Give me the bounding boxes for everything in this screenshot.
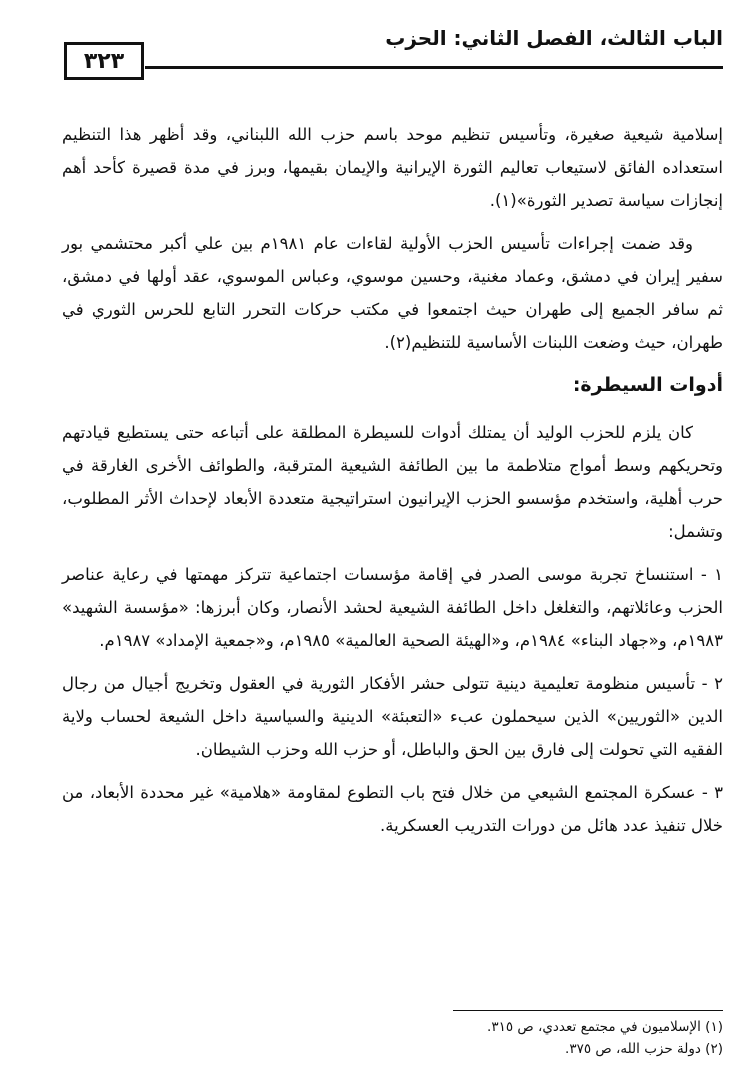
list-item-2: ٢ - تأسيس منظومة تعليمية دينية تتولى حشر الأفكار الثورية في العقول وتخريج أجيال من رجال الدين «الثوريين» الذين سيحملون عبء «التعبئة» الدينية والسياسية داخل الشيعة لحساب ولاية الفقيه التي تحولت إلى فارق بين الحق والباطل، أو حزب الله وحزب الشيطان. — [62, 674, 723, 759]
section-paragraph: كان يلزم للحزب الوليد أن يمتلك أدوات للسيطرة المطلقة على أتباعه حتى يستطيع قيادتهم وتحريكهم وسط أمواج متلاطمة ما بين الطائفة الشيعية المترقبة، والطوائف الأخرى الغارقة في حرب أهلية، واستخدم مؤسسو الحزب الإيرانيون استراتيجية متعددة الأبعاد لإحداث الأثر المطلوب، وتشمل: — [62, 423, 723, 541]
list-item-1: ١ - استنساخ تجربة موسى الصدر في إقامة مؤسسات اجتماعية تتركز مهمتها في رعاية عناصر الحزب وعائلاتهم، والتغلغل داخل الطائفة الشيعية لحشد الأنصار، وكان أبرزها: «مؤسسة الشهيد» ١٩٨٣م، و«جهاد البناء» ١٩٨٤م، و«الهيئة الصحية العالمية» ١٩٨٥م، و«جمعية الإمداد» ١٩٨٧م. — [62, 565, 723, 650]
page-number: ٣٢٣ — [64, 42, 144, 80]
list-item-3: ٣ - عسكرة المجتمع الشيعي من خلال فتح باب التطوع لمقاومة «هلامية» غير محددة الأبعاد، من خلال تنفيذ عدد هائل من دورات التدريب العسكرية. — [62, 783, 723, 835]
footnotes — [223, 1016, 723, 1060]
running-header-title: الباب الثالث، الفصل الثاني: الحزب — [385, 26, 723, 50]
section-heading: أدوات السيطرة: — [572, 374, 723, 396]
header-rule — [145, 66, 723, 69]
paragraph-1: إسلامية شيعية صغيرة، وتأسيس تنظيم موحد باسم حزب الله اللبناني، وقد أظهر هذا التنظيم استعداده الفائق لاستيعاب تعاليم الثورة الإيرانية والإيمان بقيمها، وبرز في مدة قصيرة كأحد أهم إنجازات سياسة تصدير الثورة»(١). — [62, 125, 723, 210]
paragraph-2: وقد ضمت إجراءات تأسيس الحزب الأولية لقاءات عام ١٩٨١م بين علي أكبر محتشمي بور سفير إيران في دمشق، وعماد مغنية، وحسين موسوي، وعباس الموسوي، عقد أولها في دمشق، ثم سافر الجميع إلى طهران حيث اجتمعوا في مكتب حركات التحرر التابع للحرس الثوري في طهران، حيث وضعت اللبنات الأساسية للتنظيم(٢). — [62, 234, 723, 352]
footnote-rule — [453, 1010, 723, 1011]
footnote-1: (١) الإسلاميون في مجتمع تعددي، ص ٣١٥. — [487, 1019, 723, 1035]
footnote-2: (٢) دولة حزب الله، ص ٣٧٥. — [565, 1041, 723, 1057]
body-text — [62, 118, 723, 852]
